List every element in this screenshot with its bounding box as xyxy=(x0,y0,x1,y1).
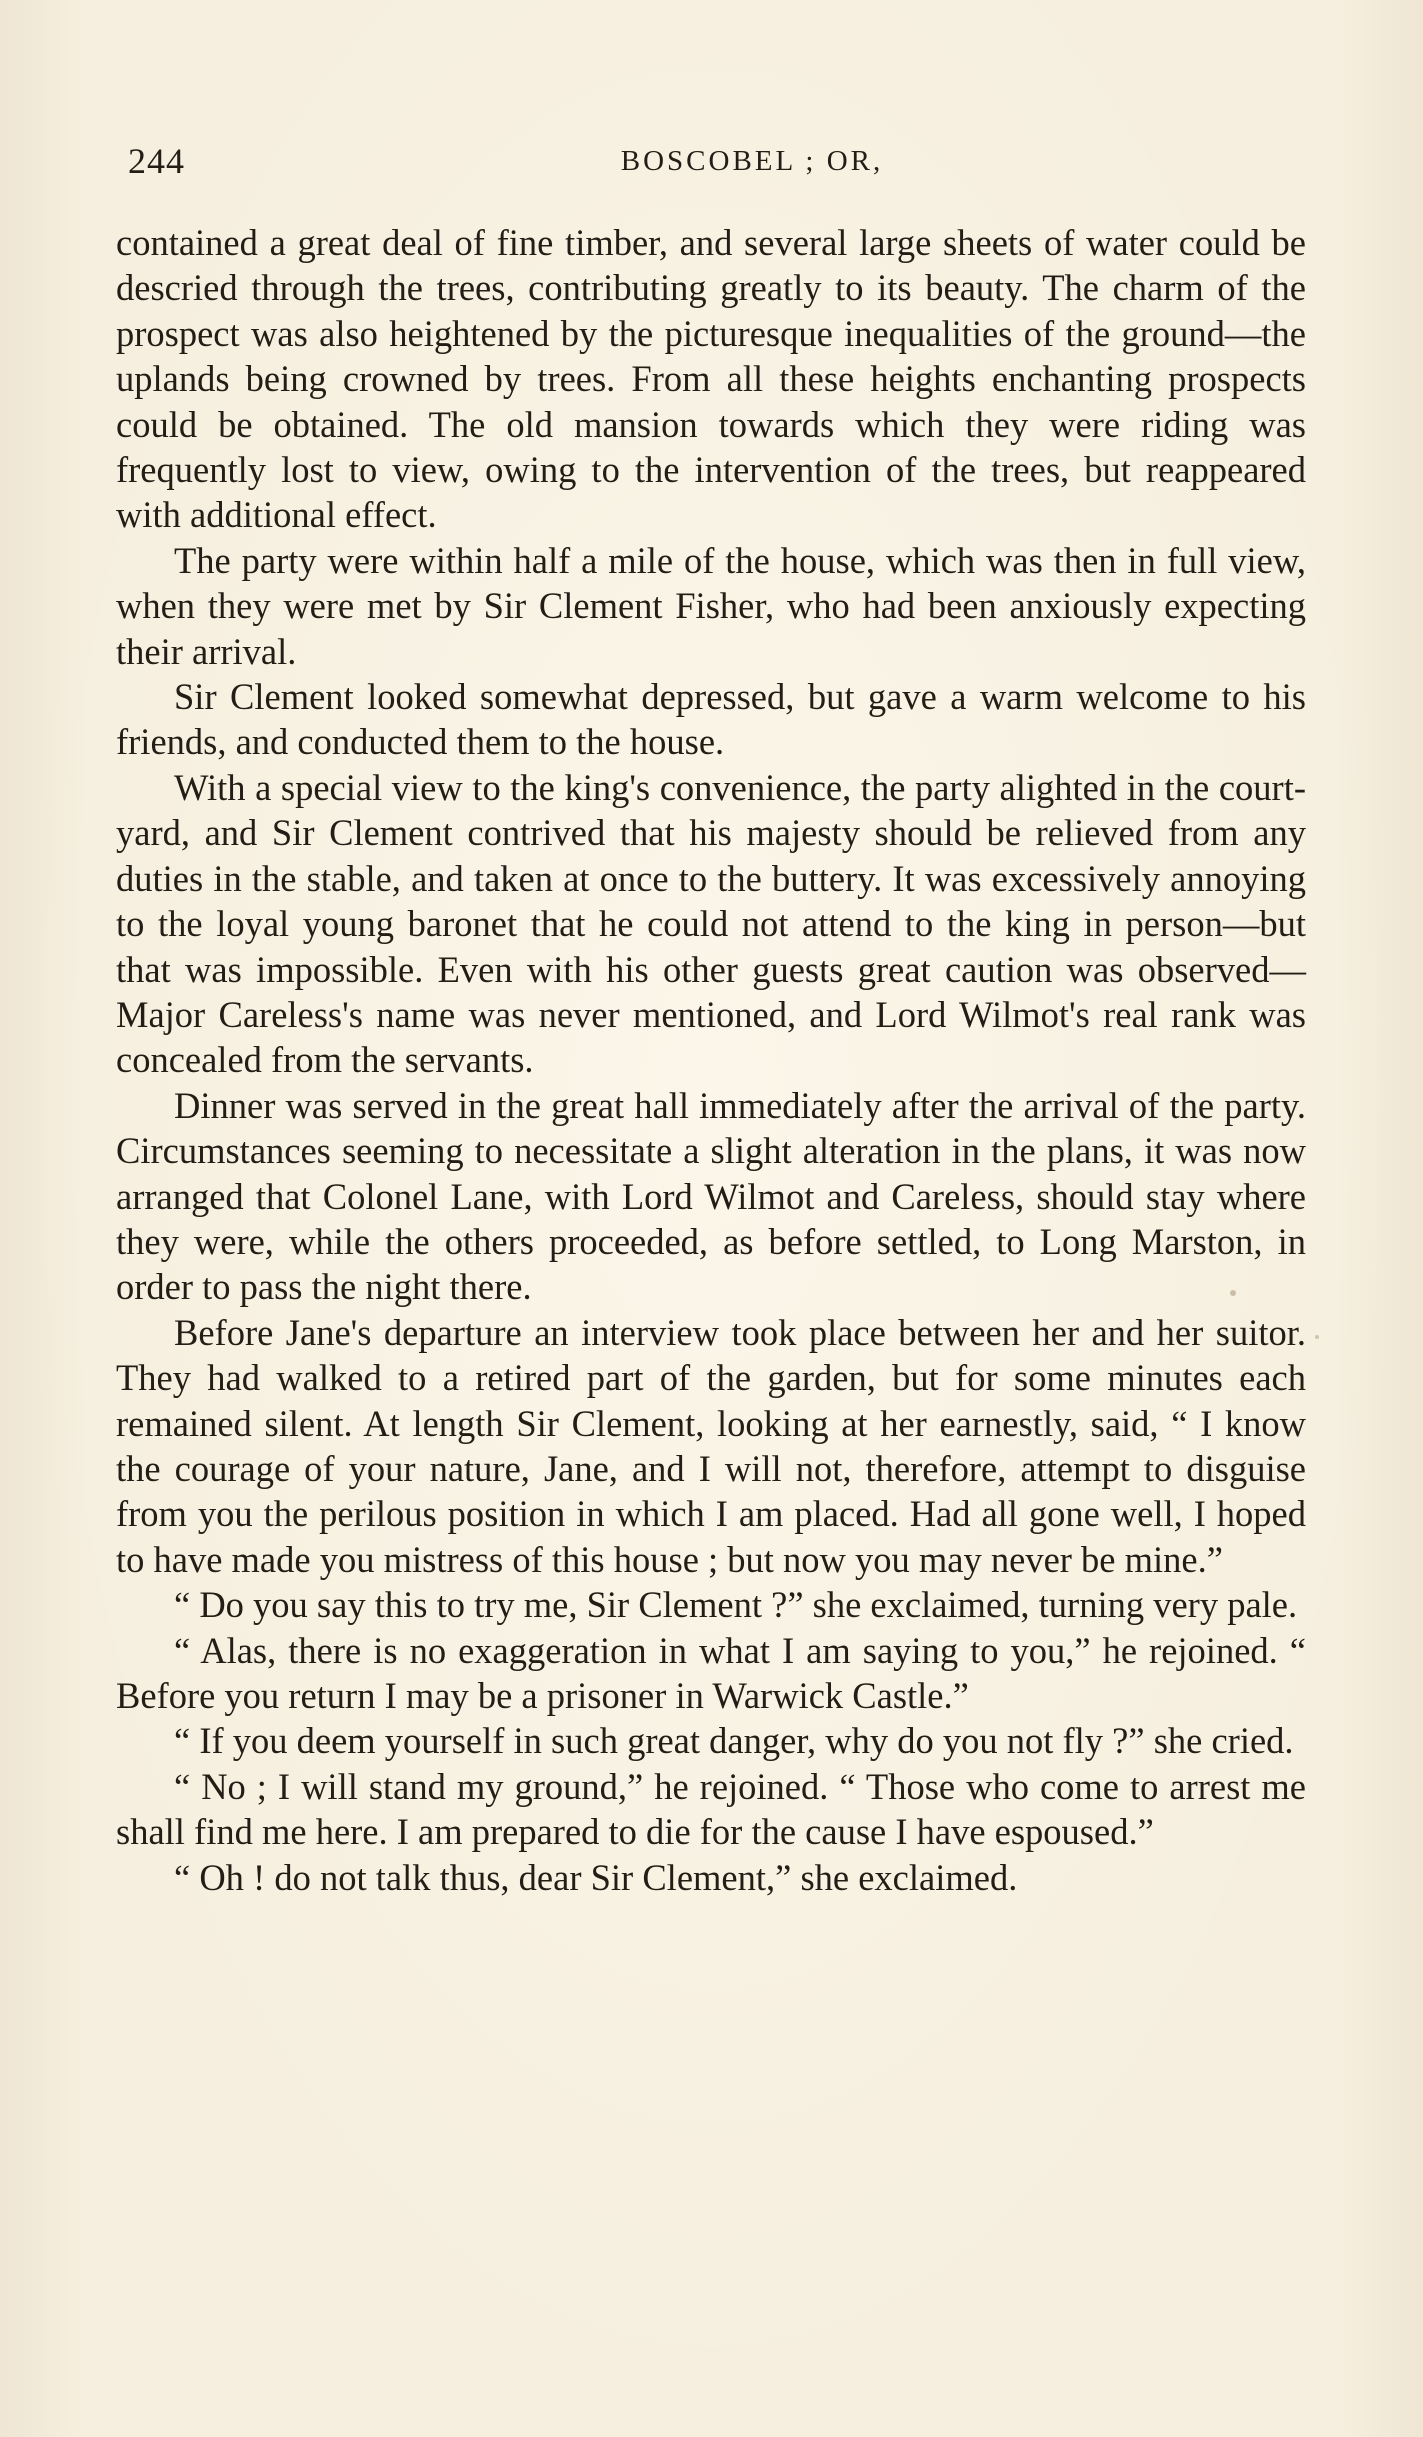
paragraph-3: Sir Clement looked somewhat depressed, but gave a warm welcome to his friends, and conducted them to the house. xyxy=(116,676,1306,763)
paragraph-4: With a special view to the king's convenience, the party alighted in the court-yard, and Sir Clement contrived that his majesty should be relieved from any duties in the stable, and taken at once to the buttery. It was excessively annoying to the loyal young baronet that he could not attend to the king in person—but that was impossible. Even with his other guests great caution was observed—Major Careless's name was never mentioned, and Lord Wilmot's real rank was concealed from the servants. xyxy=(116,766,1306,1081)
paragraph-1: contained a great deal of fine timber, and several large sheets of water could be descried through the trees, contributing greatly to its beauty. The charm of the prospect was also heightened by the picturesque inequalities of the ground—the uplands being crowned by trees. From all these heights enchanting prospects could be obtained. The old mansion towards which they were riding was frequently lost to view, owing to the intervention of the trees, but reappeared with additional effect. xyxy=(116,222,1306,536)
running-head: BOSCOBEL ; OR, xyxy=(620,145,884,177)
paragraph-6: Before Jane's departure an interview took place between her and her suitor. They had walked to a retired part of the garden, but for some minutes each remained silent. At length Sir Clement, looking at her earnestly, said, “ I know the courage of your nature, Jane, and I will not, therefore, attempt to disguise from you the perilous position in which I am placed. Had all gone well, I hoped to have made you mistress of this house ; but now you may never be mine.” xyxy=(116,1311,1306,1580)
page-header xyxy=(128,140,1296,192)
paragraph-9: “ If you deem yourself in such great danger, why do you not fly ?” she cried. xyxy=(174,1720,1294,1762)
paragraph-2: The party were within half a mile of the house, which was then in full view, when they were met by Sir Clement Fisher, who had been anxiously expecting their arrival. xyxy=(116,539,1306,672)
paragraph-5: Dinner was served in the great hall immediately after the arrival of the party. Circumstances seeming to necessitate a slight alteration in the plans, it was now arranged that Colonel Lane, with Lord Wilmot and Careless, should stay where they were, while the others proceeded, as before settled, to Long Marston, in order to pass the night there. xyxy=(116,1084,1306,1308)
page-number: 244 xyxy=(128,141,185,181)
paragraph-11: “ Oh ! do not talk thus, dear Sir Clement,” she exclaimed. xyxy=(174,1856,1018,1898)
paper-stain xyxy=(1315,1335,1319,1339)
paragraph-7: “ Do you say this to try me, Sir Clement ?” she exclaimed, turning very pale. xyxy=(174,1584,1298,1626)
paragraph-10: “ No ; I will stand my ground,” he rejoined. “ Those who come to arrest me shall find me here. I am prepared to die for the cause I have espoused.” xyxy=(116,1765,1306,1853)
paragraph-8: “ Alas, there is no exaggeration in what I am saying to you,” he rejoined. “ Before you return I may be a prisoner in Warwick Castle.” xyxy=(116,1629,1306,1716)
body-text xyxy=(116,220,1306,1900)
